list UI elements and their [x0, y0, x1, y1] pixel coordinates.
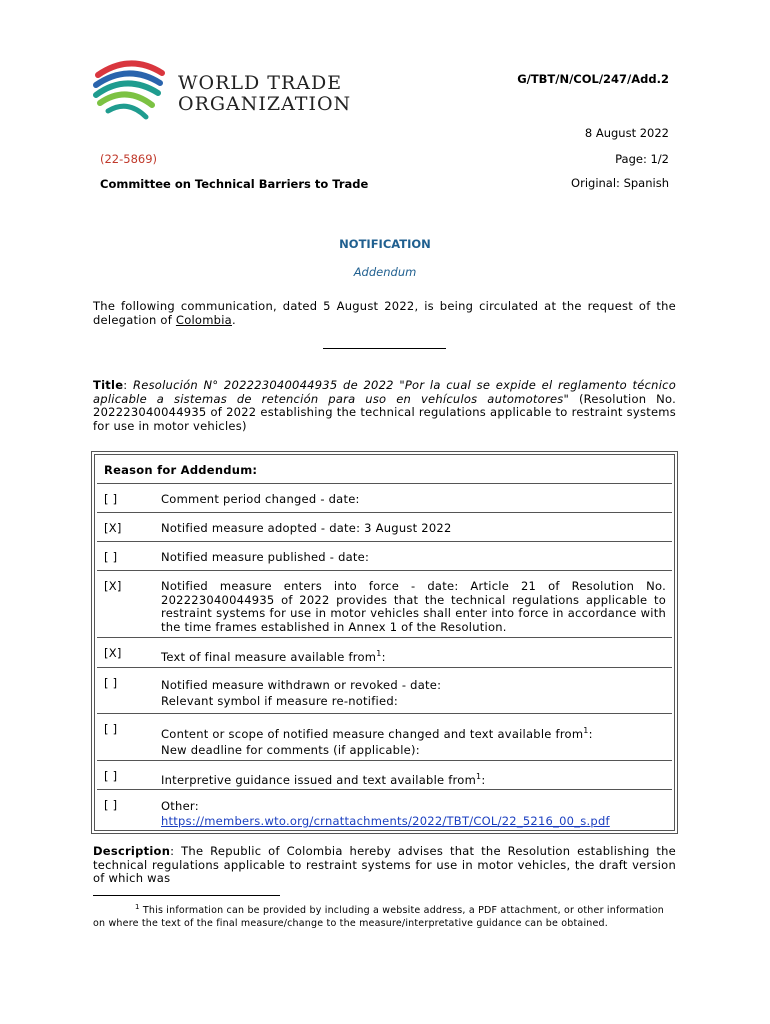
checkbox-mark: [ ]: [104, 769, 118, 783]
table-row: [97, 483, 672, 506]
description-label: Description: [93, 844, 171, 858]
title-spanish: Resolución N° 202223040044935 de 2022 "Por la cual se expide el reglamento técnico aplicable a sistemas de retención para uso en vehículos automotores": [93, 378, 677, 406]
committee-name: Committee on Technical Barriers to Trade: [100, 177, 369, 191]
footnote: [93, 901, 676, 930]
reason-text: Comment period changed - date:: [161, 492, 360, 506]
table-row: [97, 760, 672, 787]
wto-logo: [90, 55, 350, 130]
org-name: [178, 73, 351, 115]
document-date: 8 August 2022: [584, 126, 669, 140]
title-english: (Resolution No. 202223040044935 of 2022 establishing the technical regulations applicable to restraint systems for use in motor vehicles): [93, 391, 676, 433]
original-language: Original: Spanish: [571, 176, 669, 190]
checkbox-mark: [X]: [104, 579, 122, 593]
table-row: [97, 637, 672, 664]
checkbox-mark: [ ]: [104, 676, 118, 690]
description-text: : The Republic of Colombia hereby advises that the Resolution establishing the technical regulations applicable to restraint systems for use in motor vehicles, the draft version of which was: [93, 844, 676, 885]
table-row: [97, 570, 672, 634]
table-row: [97, 667, 672, 708]
separator-line: [323, 348, 446, 349]
attachment-link[interactable]: https://members.wto.org/crnattachments/2022/TBT/COL/22_5216_00_s.pdf: [161, 814, 610, 828]
addendum-heading: Addendum: [353, 265, 417, 279]
footnote-separator: [93, 895, 280, 896]
reason-table: [91, 451, 678, 834]
checkbox-mark: [ ]: [104, 798, 118, 812]
table-row: [97, 512, 672, 535]
table-row: [97, 789, 672, 828]
org-name-line1: WORLD TRADE: [178, 72, 343, 94]
reason-text: Text of final measure available from$^1$:: [161, 649, 386, 664]
table-row: [97, 541, 672, 564]
document-symbol: G/TBT/N/COL/247/Add.2: [517, 72, 669, 86]
wto-logo-icon: [90, 55, 170, 130]
intro-text: The following communication, dated 5 August 2022, is being circulated at the request of the delegation of: [93, 299, 676, 327]
intro-end: .: [231, 312, 236, 327]
checkbox-mark: [X]: [104, 521, 122, 535]
title-label: Title: [93, 378, 124, 392]
reason-text: Notified measure published - date:: [161, 550, 370, 564]
checkbox-mark: [ ]: [104, 722, 118, 736]
description-paragraph: [93, 845, 676, 886]
intro-country: Colombia: [175, 312, 232, 327]
checkbox-mark: [ ]: [104, 492, 118, 506]
footnote-text: This information can be provided by including a website address, a PDF attachment, or other information on where the text of the final measure/change to the measure/interpretative guidance can be obtained.: [93, 905, 664, 929]
reason-text: Content or scope of notified measure changed and text available from$^1$: New deadline for comments (if applicable):: [161, 726, 593, 757]
notification-heading: NOTIFICATION: [339, 237, 431, 251]
org-name-line2: ORGANIZATION: [178, 93, 352, 115]
title-paragraph: Title: Resolución N° 202223040044935 de 2022 "Por la cual se expide el reglamento técnico aplicable a sistemas de retención para uso en vehículos automotores" (Resolution No. 202223040044935 of 2022 establishing the technical regulations applicable to restraint systems for use in motor vehicles): [93, 378, 677, 433]
document-number: (22-5869): [100, 152, 158, 166]
reason-text: Interpretive guidance issued and text available from$^1$:: [161, 772, 486, 787]
reason-text: Notified measure withdrawn or revoked - date: Relevant symbol if measure re-notified:: [161, 678, 442, 708]
reason-text: Notified measure enters into force - date: Article 21 of Resolution No. 202223040044935 of 2022 provides that the technical regulations applicable to restraint systems for use in motor vehicles shall enter into force in accordance with the time frames established in Annex 1 of the Resolution.: [161, 579, 666, 634]
checkbox-mark: [ ]: [104, 550, 118, 564]
reason-text: Other: https://members.wto.org/crnattachments/2022/TBT/COL/22_5216_00_s.pdf: [161, 799, 610, 828]
footnote-number: 1: [135, 903, 140, 911]
reason-text: Notified measure adopted - date: 3 August 2022: [161, 521, 452, 535]
intro-paragraph: [93, 300, 676, 327]
checkbox-mark: [X]: [104, 646, 122, 660]
reason-heading: Reason for Addendum:: [104, 463, 258, 477]
page-indicator: Page: 1/2: [615, 152, 669, 166]
table-row: [97, 713, 672, 757]
